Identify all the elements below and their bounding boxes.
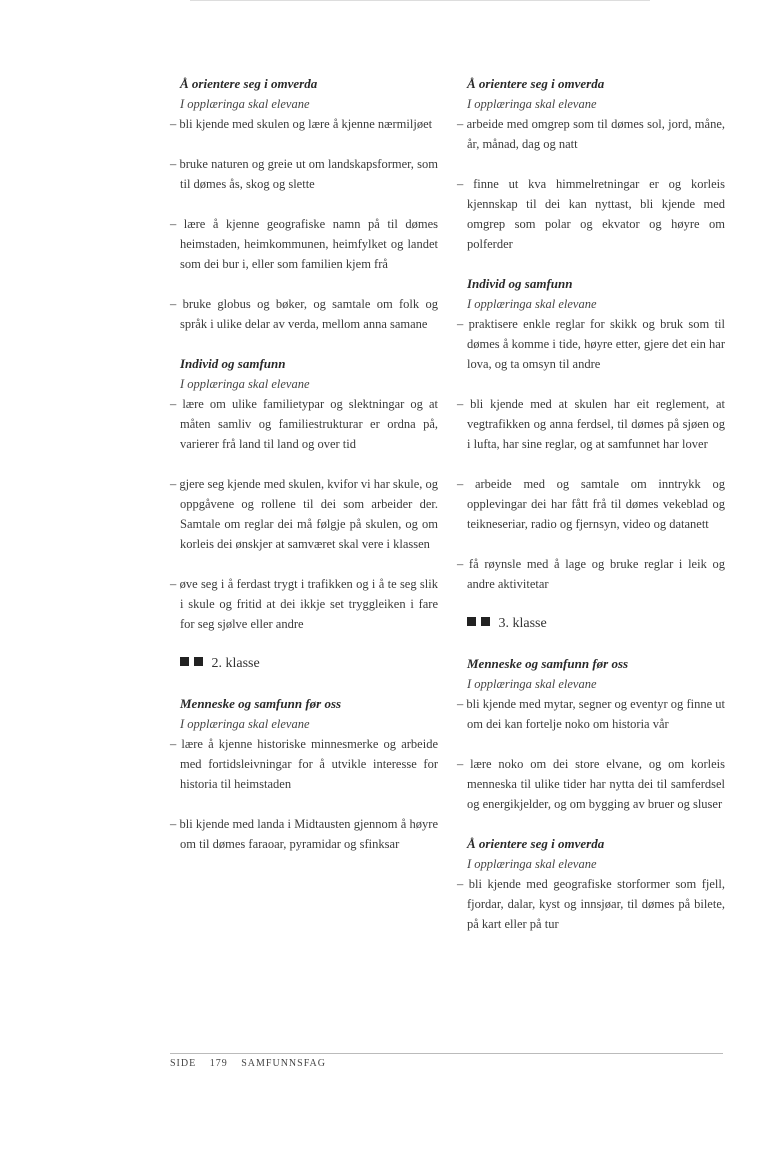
list-item: – bli kjende med skulen og lære å kjenne nærmiljøet xyxy=(170,117,433,131)
class-heading-2 xyxy=(180,654,438,674)
section-subheading: I opplæringa skal elevane xyxy=(180,377,310,391)
section-heading: Individ og samfunn xyxy=(180,356,286,371)
list-item: – praktisere enkle reglar for skikk og bruk som til dømes å komme i tide, høyre etter, gjere det ein har lova, og ta omsyn til andre xyxy=(457,317,725,371)
section-menneske-right xyxy=(457,654,725,814)
class-label: 3. klasse xyxy=(498,616,547,631)
class-label: 2. klasse xyxy=(211,656,260,671)
section-subheading: I opplæringa skal elevane xyxy=(180,717,310,731)
section-subheading: I opplæringa skal elevane xyxy=(467,677,597,691)
section-heading: Menneske og samfunn før oss xyxy=(180,696,342,711)
footer-subject: SAMFUNNSFAG xyxy=(241,1058,326,1069)
section-orientere-right-2 xyxy=(457,834,725,934)
section-orientere-right xyxy=(457,74,725,254)
section-subheading: I opplæringa skal elevane xyxy=(467,297,597,311)
section-menneske-left xyxy=(170,694,438,854)
list-item: – bli kjende med mytar, segner og eventyr og finne ut om dei kan fortelje noko om historia vår xyxy=(457,697,725,731)
section-heading: Å orientere seg i omverda xyxy=(467,836,605,851)
right-column xyxy=(457,74,725,954)
square-bullet-icon xyxy=(194,657,203,666)
list-item: – arbeide med og samtale om inntrykk og opplevingar dei har fått frå til dømes vekeblad og teikneseriar, radio og fjernsyn, video og datanett xyxy=(457,477,725,531)
square-bullet-icon xyxy=(180,657,189,666)
list-item: – øve seg i å ferdast trygt i trafikken og i å te seg slik i skule og fritid at dei ikkje set tryggleiken i fare for seg sjølve eller andre xyxy=(170,577,438,631)
section-subheading: I opplæringa skal elevane xyxy=(467,857,597,871)
list-item: – bruke naturen og greie ut om landskapsformer, som til dømes ås, skog og slette xyxy=(170,157,438,191)
class-heading-3 xyxy=(467,614,725,634)
list-item: – bli kjende med landa i Midtausten gjennom å høyre om til dømes faraoar, pyramidar og sfinksar xyxy=(170,817,438,851)
list-item: – lære å kjenne historiske minnesmerke og arbeide med fortidsleivningar for å utvikle interesse for historia til heimstaden xyxy=(170,737,438,791)
list-item: – få røynsle med å lage og bruke reglar i leik og andre aktivitetar xyxy=(457,557,725,591)
section-individ-right xyxy=(457,274,725,594)
section-heading: Menneske og samfunn før oss xyxy=(467,656,629,671)
list-item: – arbeide med omgrep som til dømes sol, jord, måne, år, månad, dag og natt xyxy=(457,117,725,151)
top-rule xyxy=(190,0,650,1)
page-footer xyxy=(170,1058,336,1069)
square-bullet-icon xyxy=(467,617,476,626)
page-number: 179 xyxy=(209,1058,228,1069)
list-item: – bli kjende med at skulen har eit reglement, at vegtrafikken og anna ferdsel, til dømes på sjøen og i lufta, har sine reglar, og at samfunnet har lover xyxy=(457,397,725,451)
list-item: – lære å kjenne geografiske namn på til dømes heimstaden, heimkommunen, heimfylket og landet som dei bur i, eller som familien kjem frå xyxy=(170,217,438,271)
footer-side-label: SIDE xyxy=(170,1058,197,1069)
list-item: – finne ut kva himmelretningar er og korleis kjennskap til dei kan nyttast, bli kjende med omgrep som polar og ekvator og høyre om polferder xyxy=(457,177,725,251)
footer-rule xyxy=(170,1053,723,1054)
section-heading: Å orientere seg i omverda xyxy=(467,76,605,91)
list-item: – gjere seg kjende med skulen, kvifor vi har skule, og oppgåvene og rollene til dei som arbeider der. Samtale om reglar dei må følgje på skulen, og om korleis dei ønskjer at samværet skal vere i klassen xyxy=(170,477,438,551)
list-item: – bli kjende med geografiske storformer som fjell, fjordar, dalar, kyst og innsjøar, til dømes på bilete, på kart eller på tur xyxy=(457,877,725,931)
list-item: – lære om ulike familietypar og slektningar og at måten samliv og familiestrukturar er ordna på, varierer frå land til land og over tid xyxy=(170,397,438,451)
section-orientere-left xyxy=(170,74,438,334)
list-item: – lære noko om dei store elvane, og om korleis menneska til ulike tider har nytta dei til samferdsel og energikjelder, og om bygging av bruer og sluser xyxy=(457,757,725,811)
list-item: – bruke globus og bøker, og samtale om folk og språk i ulike delar av verda, mellom anna samane xyxy=(170,297,438,331)
square-bullet-icon xyxy=(481,617,490,626)
section-individ-left xyxy=(170,354,438,634)
section-subheading: I opplæringa skal elevane xyxy=(180,97,310,111)
section-heading: Å orientere seg i omverda xyxy=(180,76,318,91)
section-heading: Individ og samfunn xyxy=(467,276,573,291)
left-column xyxy=(170,74,438,874)
section-subheading: I opplæringa skal elevane xyxy=(467,97,597,111)
